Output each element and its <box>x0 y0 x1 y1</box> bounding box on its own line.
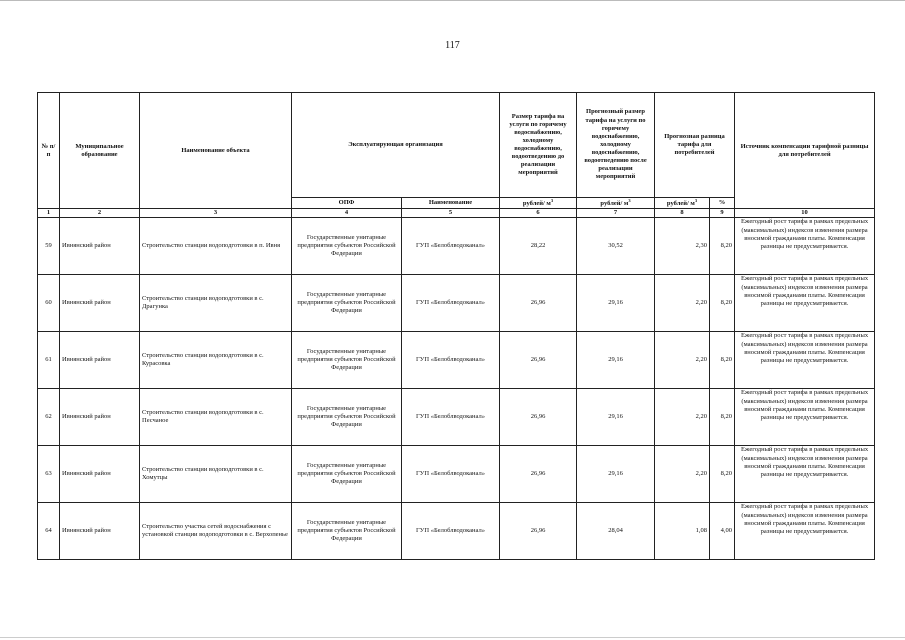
row-diff-pct: 8,20 <box>710 332 735 389</box>
row-tariff-forecast: 29,16 <box>577 446 655 503</box>
col-number: 3 <box>140 209 292 218</box>
row-tariff-current: 28,22 <box>500 218 577 275</box>
row-num: 63 <box>38 446 60 503</box>
header-percent: % <box>710 198 735 209</box>
row-num: 60 <box>38 275 60 332</box>
row-source: Ежегодный рост тарифа в рамках предельных (максимальных) индексов изменения размера вносимой гражданами платы. Компенсация разницы не предусматривается. <box>735 275 875 332</box>
row-diff-pct: 8,20 <box>710 389 735 446</box>
header-compensation-source: Источник компенсации тарифной разницы для потребителей <box>735 93 875 209</box>
col-number: 4 <box>292 209 402 218</box>
scan-bottom-edge <box>0 637 905 638</box>
row-object: Строительство станции водоподготовки в с. Драгунка <box>140 275 292 332</box>
row-tariff-forecast: 30,52 <box>577 218 655 275</box>
row-diff-pct: 8,20 <box>710 218 735 275</box>
col-number: 10 <box>735 209 875 218</box>
header-operator-name: Наименование <box>402 198 500 209</box>
header-object: Наименование объекта <box>140 93 292 209</box>
col-number: 8 <box>655 209 710 218</box>
header-opf: ОПФ <box>292 198 402 209</box>
col-number: 2 <box>60 209 140 218</box>
row-diff-rub: 2,20 <box>655 389 710 446</box>
row-tariff-forecast: 29,16 <box>577 332 655 389</box>
row-opf: Государственные унитарные предприятия субъектов Российской Федерации <box>292 503 402 560</box>
row-object: Строительство станции водоподготовки в с. Курасовка <box>140 332 292 389</box>
row-tariff-current: 26,96 <box>500 332 577 389</box>
header-tariff-forecast: Прогнозный размер тарифа на услуги по горячему водоснабжению, холодному водоснабжению, водоотведению после реализации мероприятий <box>577 93 655 198</box>
row-operator-name: ГУП «Белоблводоканал» <box>402 275 500 332</box>
row-opf: Государственные унитарные предприятия субъектов Российской Федерации <box>292 446 402 503</box>
row-num: 59 <box>38 218 60 275</box>
row-object: Строительство станции водоподготовки в с. Хомутцы <box>140 446 292 503</box>
row-object: Строительство участка сетей водоснабжения с установкой станции водоподготовки в с. Верхопенье <box>140 503 292 560</box>
row-opf: Государственные унитарные предприятия субъектов Российской Федерации <box>292 389 402 446</box>
row-tariff-current: 26,96 <box>500 389 577 446</box>
col-number: 7 <box>577 209 655 218</box>
col-number: 6 <box>500 209 577 218</box>
row-diff-rub: 2,30 <box>655 218 710 275</box>
header-tariff-diff: Прогнозная разница тарифа для потребителей <box>655 93 735 198</box>
header-unit-forecast: рублей/ $м^3$ <box>577 198 655 209</box>
row-municipality: Ивнянский район <box>60 218 140 275</box>
col-number: 5 <box>402 209 500 218</box>
table-row <box>38 218 875 275</box>
table-row <box>38 275 875 332</box>
row-diff-rub: 2,20 <box>655 332 710 389</box>
row-source: Ежегодный рост тарифа в рамках предельных (максимальных) индексов изменения размера вносимой гражданами платы. Компенсация разницы не предусматривается. <box>735 332 875 389</box>
row-tariff-current: 26,96 <box>500 503 577 560</box>
header-unit-diff: рублей/ $м^3$ <box>655 198 710 209</box>
row-object: Строительство станции водоподготовки в с. Песчаное <box>140 389 292 446</box>
row-municipality: Ивнянский район <box>60 389 140 446</box>
row-diff-rub: 2,20 <box>655 446 710 503</box>
row-municipality: Ивнянский район <box>60 275 140 332</box>
page-number: 117 <box>445 40 460 51</box>
row-operator-name: ГУП «Белоблводоканал» <box>402 389 500 446</box>
header-num: № п/п <box>38 93 60 209</box>
header-unit-current: рублей/ $м^3$ <box>500 198 577 209</box>
col-number: 1 <box>38 209 60 218</box>
row-operator-name: ГУП «Белоблводоканал» <box>402 332 500 389</box>
row-municipality: Ивнянский район <box>60 503 140 560</box>
row-diff-pct: 4,00 <box>710 503 735 560</box>
header-municipality: Муниципальное образование <box>60 93 140 209</box>
row-diff-pct: 8,20 <box>710 275 735 332</box>
row-num: 64 <box>38 503 60 560</box>
row-tariff-forecast: 28,04 <box>577 503 655 560</box>
table-row <box>38 389 875 446</box>
row-diff-rub: 2,20 <box>655 275 710 332</box>
row-source: Ежегодный рост тарифа в рамках предельных (максимальных) индексов изменения размера вносимой гражданами платы. Компенсация разницы не предусматривается. <box>735 503 875 560</box>
tariff-table <box>37 92 875 560</box>
row-tariff-current: 26,96 <box>500 446 577 503</box>
row-diff-pct: 8,20 <box>710 446 735 503</box>
col-number: 9 <box>710 209 735 218</box>
row-tariff-forecast: 29,16 <box>577 389 655 446</box>
row-municipality: Ивнянский район <box>60 446 140 503</box>
scan-top-edge <box>0 0 905 1</box>
row-municipality: Ивнянский район <box>60 332 140 389</box>
header-tariff-current: Размер тарифа на услуги по горячему водоснабжению, холодному водоснабжению, водоотведению до реализации мероприятий <box>500 93 577 198</box>
row-tariff-forecast: 29,16 <box>577 275 655 332</box>
row-source: Ежегодный рост тарифа в рамках предельных (максимальных) индексов изменения размера вносимой гражданами платы. Компенсация разницы не предусматривается. <box>735 218 875 275</box>
row-num: 61 <box>38 332 60 389</box>
table-row <box>38 503 875 560</box>
row-num: 62 <box>38 389 60 446</box>
row-operator-name: ГУП «Белоблводоканал» <box>402 503 500 560</box>
row-diff-rub: 1,08 <box>655 503 710 560</box>
row-opf: Государственные унитарные предприятия субъектов Российской Федерации <box>292 332 402 389</box>
row-opf: Государственные унитарные предприятия субъектов Российской Федерации <box>292 218 402 275</box>
header-operator: Эксплуатирующая организация <box>292 93 500 198</box>
row-tariff-current: 26,96 <box>500 275 577 332</box>
row-opf: Государственные унитарные предприятия субъектов Российской Федерации <box>292 275 402 332</box>
table-row <box>38 332 875 389</box>
row-operator-name: ГУП «Белоблводоканал» <box>402 218 500 275</box>
row-object: Строительство станции водоподготовки в п. Ивня <box>140 218 292 275</box>
row-operator-name: ГУП «Белоблводоканал» <box>402 446 500 503</box>
row-source: Ежегодный рост тарифа в рамках предельных (максимальных) индексов изменения размера вносимой гражданами платы. Компенсация разницы не предусматривается. <box>735 446 875 503</box>
row-source: Ежегодный рост тарифа в рамках предельных (максимальных) индексов изменения размера вносимой гражданами платы. Компенсация разницы не предусматривается. <box>735 389 875 446</box>
table-row <box>38 446 875 503</box>
